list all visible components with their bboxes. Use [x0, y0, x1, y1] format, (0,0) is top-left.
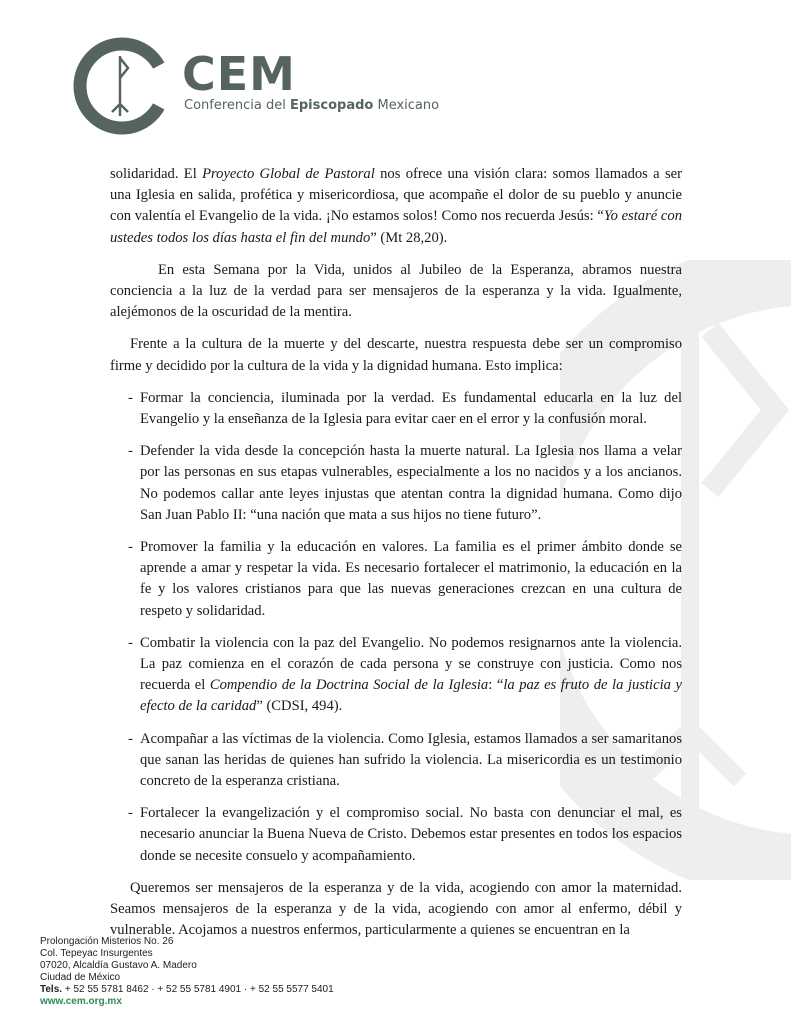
address-line: Prolongación Misterios No. 26	[40, 936, 174, 947]
brand-subtitle: Conferencia del Episcopado Mexicano	[184, 98, 440, 113]
footer-address	[40, 936, 334, 1008]
cem-logo-icon	[72, 36, 172, 136]
paragraph-3: Frente a la cultura de la muerte y del descarte, nuestra respuesta debe ser un compromiso firme y decidido por la cultura de la vida y la dignidad humana. Esto implica:	[110, 336, 682, 374]
paragraph-2: En esta Semana por la Vida, unidos al Jubileo de la Esperanza, abramos nuestra conciencia a la luz de la verdad para ser mensajeros de la esperanza y la vida. Igualmente, alejémonos de la oscuridad de la mentira.	[110, 261, 682, 321]
list-item: - Acompañar a las víctimas de la violencia. Como Iglesia, estamos llamados a ser samaritanos que sanan las heridas de quienes han sufrido la violencia. La misericordia es un testimonio concreto de la esperanza cristiana.	[128, 730, 682, 790]
address-line: Ciudad de México	[40, 972, 121, 983]
list-item: - Combatir la violencia con la paz del Evangelio. No podemos resignarnos ante la violencia. La paz comienza en el corazón de cada persona y se construye con justicia. Como nos recuerda el Compendio de la Doctrina Social de la Iglesia: “la paz es fruto de la justicia y efecto de la caridad” (CDSI, 494).	[128, 634, 682, 715]
list-item: - Promover la familia y la educación en valores. La familia es el primer ámbito donde se aprende a amar y respetar la vida. Es necesario fortalecer el matrimonio, la educación en la fe y los valores cristianos para que las nuevas generaciones crezcan en una cultura de respeto y solidaridad.	[128, 539, 682, 619]
letter-body	[110, 164, 682, 942]
list-item: - Fortalecer la evangelización y el compromiso social. No basta con denunciar el mal, es necesario anunciar la Buena Nueva de Cristo. Debemos estar presentes en todos los espacios donde se necesite consuelo y acompañamiento.	[128, 805, 682, 864]
phone-line: Tels. + 52 55 5781 8462 · + 52 55 5781 4901 · + 52 55 5577 5401	[40, 984, 334, 995]
letterhead	[72, 36, 492, 136]
address-line: Col. Tepeyac Insurgentes	[40, 948, 153, 959]
brand-name: CEM	[182, 47, 296, 101]
address-line: 07020, Alcaldía Gustavo A. Madero	[40, 960, 197, 971]
website-link[interactable]: www.cem.org.mx	[40, 996, 122, 1007]
commitment-list	[110, 388, 682, 867]
paragraph-4: Queremos ser mensajeros de la esperanza y de la vida, acogiendo con amor la maternidad. Seamos mensajeros de la esperanza y de la vida, acogiendo con amor al enfermo, débil y vulnerable. Acojamos a nuestros enfermos, particularmente a quienes se encuentran en la	[110, 879, 682, 939]
list-item: - Formar la conciencia, iluminada por la verdad. Es fundamental educarla en la luz del Evangelio y la enseñanza de la Iglesia para evitar caer en el error y la confusión moral.	[128, 389, 682, 428]
list-item: - Defender la vida desde la concepción hasta la muerte natural. La Iglesia nos llama a velar por las personas en sus etapas vulnerables, especialmente a los no nacidos y a los ancianos. No podemos callar ante leyes injustas que atentan contra la dignidad humana. Como dijo San Juan Pablo II: “una nación que mata a sus hijos no tiene futuro”.	[128, 443, 682, 523]
paragraph-1: solidaridad. El Proyecto Global de Pastoral nos ofrece una visión clara: somos llamados a ser una Iglesia en salida, profética y misericordiosa, que acompañe el dolor de su pueblo y anuncie con valentía el Evangelio de la vida. ¡No estamos solos! Como nos recuerda Jesús: “Yo estaré con ustedes todos los días hasta el fin del mundo” (Mt 28,20).	[110, 166, 683, 246]
